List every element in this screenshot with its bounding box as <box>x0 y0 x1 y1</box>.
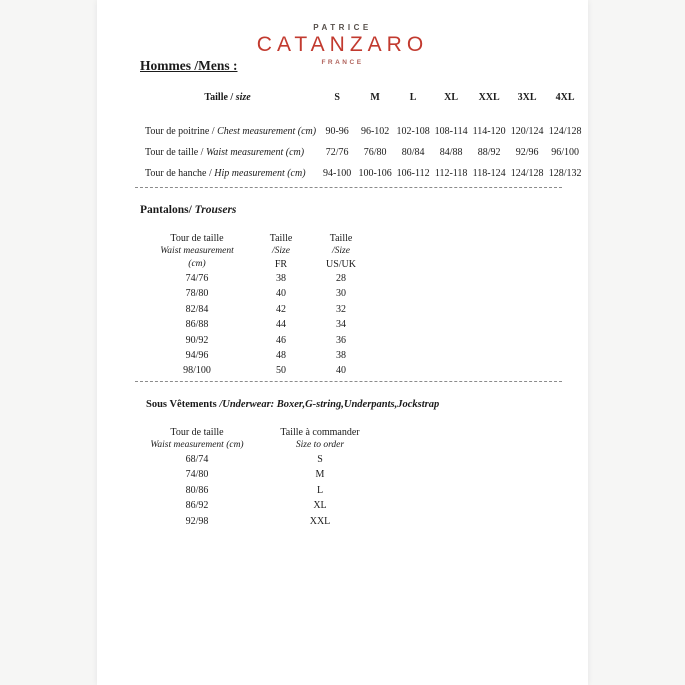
trousers-value-cell: 82/84 <box>185 303 209 315</box>
trousers-col2-line1: Taille <box>269 233 293 244</box>
trousers-size-table <box>141 232 373 379</box>
measurement-label-en: Waist measurement (cm) <box>205 147 305 158</box>
trousers-col-usuk-header <box>309 232 373 271</box>
trousers-value-cell: 78/80 <box>185 288 209 300</box>
underwear-section-title <box>146 399 439 410</box>
measurement-value-cell: 100-106 <box>358 168 392 179</box>
trousers-table-row <box>141 363 373 378</box>
size-table-body <box>137 121 584 184</box>
measurement-label-fr: Tour de poitrine / <box>145 126 215 137</box>
underwear-value-cell: 86/92 <box>185 500 209 512</box>
size-column-header: 3XL <box>517 92 537 103</box>
trousers-value-cell: 42 <box>276 303 286 315</box>
trousers-table-body <box>141 271 373 379</box>
size-table-row <box>137 121 584 142</box>
underwear-size-table <box>141 426 387 529</box>
trousers-col-fr-header <box>253 232 309 271</box>
trousers-value-cell: 90/92 <box>185 334 209 346</box>
size-table-header-label <box>137 92 318 121</box>
measurement-value-cell: 112-118 <box>434 168 468 179</box>
measurement-value-cell: 72/76 <box>325 147 349 158</box>
measurement-row-label <box>137 121 318 142</box>
size-column-header: XL <box>444 92 459 103</box>
trousers-table-row <box>141 348 373 363</box>
dashed-divider <box>135 187 562 188</box>
trousers-section-title <box>140 204 236 216</box>
trousers-value-cell: 38 <box>276 273 286 284</box>
logo-catanzaro-text: CATANZARO <box>256 33 429 56</box>
dashed-divider <box>135 381 562 382</box>
section-title-hommes: Hommes /Mens : <box>140 58 238 73</box>
trousers-value-cell: 46 <box>276 334 286 346</box>
logo-france-text: FRANCE <box>321 59 364 66</box>
measurement-value-cell: 124/128 <box>548 126 582 137</box>
trousers-value-cell: 38 <box>336 350 346 362</box>
trousers-value-cell: 74/76 <box>185 273 209 284</box>
underwear-value-cell: XL <box>313 500 327 512</box>
underwear-col-size-header <box>253 426 387 452</box>
trousers-value-cell: 34 <box>336 319 346 331</box>
underwear-value-cell: 74/80 <box>185 469 209 481</box>
underwear-title-fr: Sous Vêtements <box>146 399 220 410</box>
trousers-col3-line3: US/UK <box>325 259 356 270</box>
underwear-table-body <box>141 452 387 529</box>
trousers-col2-line3: FR <box>274 259 288 270</box>
trousers-value-cell: 40 <box>276 288 286 300</box>
trousers-title-en: Trousers <box>191 204 237 216</box>
trousers-value-cell: 28 <box>336 273 346 284</box>
trousers-table-row <box>141 271 373 286</box>
measurement-value-cell: 96/100 <box>551 147 580 158</box>
measurement-label-fr: Tour de taille / <box>145 147 204 158</box>
measurement-value-cell: 90-96 <box>325 126 349 137</box>
underwear-col1-line2: Waist measurement (cm) <box>150 440 244 450</box>
underwear-value-cell: 92/98 <box>185 515 209 527</box>
trousers-col2-line2: /Size <box>272 246 290 256</box>
measurement-label-en: Chest measurement (cm) <box>217 126 317 137</box>
measurement-value-cell: 92/96 <box>515 147 539 158</box>
measurement-value-cell: 106-112 <box>396 168 430 179</box>
trousers-value-cell: 30 <box>336 288 346 300</box>
trousers-value-cell: 32 <box>336 303 346 315</box>
measurement-label-en: Hip measurement (cm) <box>214 168 306 179</box>
trousers-value-cell: 40 <box>336 365 346 377</box>
underwear-table-row <box>141 514 387 529</box>
trousers-value-cell: 94/96 <box>185 350 209 362</box>
size-column-header: M <box>370 92 380 103</box>
measurement-value-cell: 96-102 <box>360 126 390 137</box>
measurement-value-cell: 108-114 <box>434 126 468 137</box>
underwear-table-row <box>141 498 387 513</box>
trousers-col3-line1: Taille <box>329 233 353 244</box>
trousers-table-row <box>141 302 373 317</box>
trousers-table-row <box>141 333 373 348</box>
trousers-value-cell: 98/100 <box>183 365 211 377</box>
measurement-value-cell: 84/88 <box>439 147 463 158</box>
trousers-value-cell: 36 <box>336 334 346 346</box>
trousers-col1-line1: Tour de taille <box>170 233 224 244</box>
underwear-value-cell: 68/74 <box>185 454 209 465</box>
size-table-row <box>137 163 584 184</box>
underwear-table-head-row <box>141 426 387 452</box>
underwear-value-cell: 80/86 <box>185 484 209 496</box>
underwear-title-en: /Underwear: Boxer,G-string,Underpants,Jockstrap <box>219 399 440 410</box>
measurement-value-cell: 76/80 <box>363 147 387 158</box>
measurement-value-cell: 80/84 <box>401 147 425 158</box>
size-table-head-row <box>137 92 584 121</box>
trousers-col1-line3: (cm) <box>188 259 206 269</box>
trousers-table-head-row <box>141 232 373 271</box>
measurement-row-label <box>137 142 318 163</box>
underwear-table-row <box>141 467 387 482</box>
measurement-value-cell: 88/92 <box>477 147 501 158</box>
mens-size-table <box>137 92 584 184</box>
trousers-col-waist-header <box>141 232 253 271</box>
trousers-col3-line2: /Size <box>332 246 350 256</box>
trousers-value-cell: 50 <box>276 365 286 377</box>
measurement-value-cell: 128/132 <box>548 168 582 179</box>
trousers-table-row <box>141 286 373 301</box>
trousers-col1-line2: Waist measurement <box>160 246 234 256</box>
underwear-value-cell: M <box>315 469 325 481</box>
measurement-value-cell: 124/128 <box>510 168 544 179</box>
size-table-row <box>137 142 584 163</box>
underwear-table-row <box>141 483 387 498</box>
measurement-value-cell: 114-120 <box>472 126 506 137</box>
size-column-header: L <box>409 92 417 103</box>
measurement-row-label <box>137 163 318 184</box>
underwear-value-cell: S <box>317 454 323 465</box>
size-table-header-label-fr: Taille / <box>204 92 234 103</box>
measurement-label-fr: Tour de hanche / <box>145 168 212 179</box>
size-column-header: 4XL <box>555 92 575 103</box>
underwear-col2-line2: Size to order <box>295 440 345 450</box>
trousers-value-cell: 44 <box>276 319 286 331</box>
underwear-col-waist-header <box>141 426 253 452</box>
underwear-value-cell: XXL <box>309 515 331 527</box>
trousers-title-fr: Pantalons/ <box>140 204 192 216</box>
measurement-value-cell: 94-100 <box>322 168 352 179</box>
trousers-table-row <box>141 317 373 332</box>
underwear-col2-line1: Taille à commander <box>280 427 360 438</box>
size-column-header: S <box>334 92 340 103</box>
trousers-value-cell: 48 <box>276 350 286 362</box>
underwear-col1-line1: Tour de taille <box>170 427 224 438</box>
underwear-table-row <box>141 452 387 467</box>
trousers-value-cell: 86/88 <box>185 319 209 331</box>
document-page <box>97 0 588 685</box>
size-column-header: XXL <box>478 92 500 103</box>
measurement-value-cell: 102-108 <box>396 126 430 137</box>
measurement-value-cell: 120/124 <box>510 126 544 137</box>
logo-patrice-text: PATRICE <box>313 23 372 32</box>
underwear-value-cell: L <box>316 484 324 496</box>
size-table-header-label-en: size <box>235 92 251 103</box>
measurement-value-cell: 118-124 <box>472 168 506 179</box>
